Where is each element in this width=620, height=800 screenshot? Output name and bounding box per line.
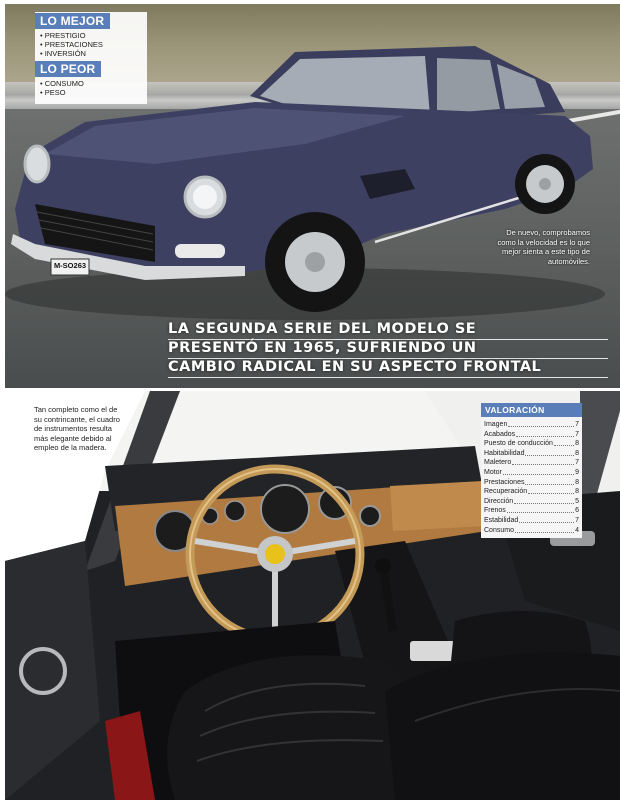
rating-label: Habitabilidad bbox=[484, 449, 525, 457]
rating-value: 7 bbox=[575, 430, 579, 438]
rating-label: Frenos bbox=[484, 507, 506, 515]
pros-item: • PRESTACIONES bbox=[40, 40, 147, 49]
rating-value: 6 bbox=[575, 507, 579, 515]
rating-row bbox=[484, 420, 579, 430]
headline-rule bbox=[168, 377, 608, 378]
rating-row bbox=[484, 526, 579, 536]
rating-row bbox=[484, 487, 579, 497]
cons-item: • CONSUMO bbox=[40, 79, 147, 88]
rating-row bbox=[484, 506, 579, 516]
rating-value: 7 bbox=[575, 421, 579, 428]
rating-title: VALORACIÓN bbox=[481, 403, 582, 417]
license-plate: M-SO263 bbox=[53, 261, 87, 270]
rating-value: 7 bbox=[575, 516, 579, 524]
rating-value: 5 bbox=[575, 497, 579, 505]
rating-row bbox=[484, 497, 579, 507]
cons-list bbox=[35, 79, 147, 97]
rating-list bbox=[481, 417, 582, 538]
rating-label: Puesto de conducción bbox=[484, 440, 553, 448]
rating-label: Imagen bbox=[484, 421, 508, 428]
rating-label: Dirección bbox=[484, 497, 514, 505]
rating-row bbox=[484, 468, 579, 478]
rating-row bbox=[484, 449, 579, 459]
headline-line: PRESENTÓ EN 1965, SUFRIENDO UN bbox=[168, 340, 477, 356]
interior-caption: Tan completo como el de su contrincante, el cuadro de instrumentos resulta más elegante debido al empleo de la madera. bbox=[34, 405, 120, 452]
cons-title: LO PEOR bbox=[35, 61, 101, 77]
rating-value: 8 bbox=[575, 449, 579, 457]
headline-line: CAMBIO RADICAL EN SU ASPECTO FRONTAL bbox=[168, 359, 542, 375]
pros-cons-box bbox=[35, 12, 147, 104]
headline bbox=[168, 320, 608, 377]
pros-item: • PRESTIGIO bbox=[40, 31, 147, 40]
rating-value: 8 bbox=[575, 488, 579, 496]
rating-value: 4 bbox=[575, 526, 579, 534]
rating-label: Consumo bbox=[484, 526, 514, 534]
rating-value: 7 bbox=[575, 459, 579, 467]
rating-row bbox=[484, 516, 579, 526]
rating-value: 8 bbox=[575, 478, 579, 486]
headline-line: LA SEGUNDA SERIE DEL MODELO SE bbox=[168, 321, 477, 337]
rating-value: 8 bbox=[575, 440, 579, 448]
rating-label: Motor bbox=[484, 468, 502, 476]
rating-row bbox=[484, 430, 579, 440]
rating-panel bbox=[481, 403, 582, 538]
pros-item: • INVERSIÓN bbox=[40, 49, 147, 58]
rating-value: 9 bbox=[575, 468, 579, 476]
rating-label: Maletero bbox=[484, 459, 512, 467]
rating-label: Estabilidad bbox=[484, 516, 519, 524]
cons-item: • PESO bbox=[40, 88, 147, 97]
pros-list bbox=[35, 31, 147, 58]
rating-row bbox=[484, 458, 579, 468]
rating-row bbox=[484, 439, 579, 449]
pros-title: LO MEJOR bbox=[35, 13, 110, 29]
rating-label: Prestaciones bbox=[484, 478, 525, 486]
top-photo-caption: De nuevo, comprobamos como la velocidad es lo que mejor sienta a este tipo de automóviles. bbox=[497, 228, 590, 266]
rating-row bbox=[484, 478, 579, 488]
rating-label: Acabados bbox=[484, 430, 516, 438]
rating-label: Recuperación bbox=[484, 488, 528, 496]
